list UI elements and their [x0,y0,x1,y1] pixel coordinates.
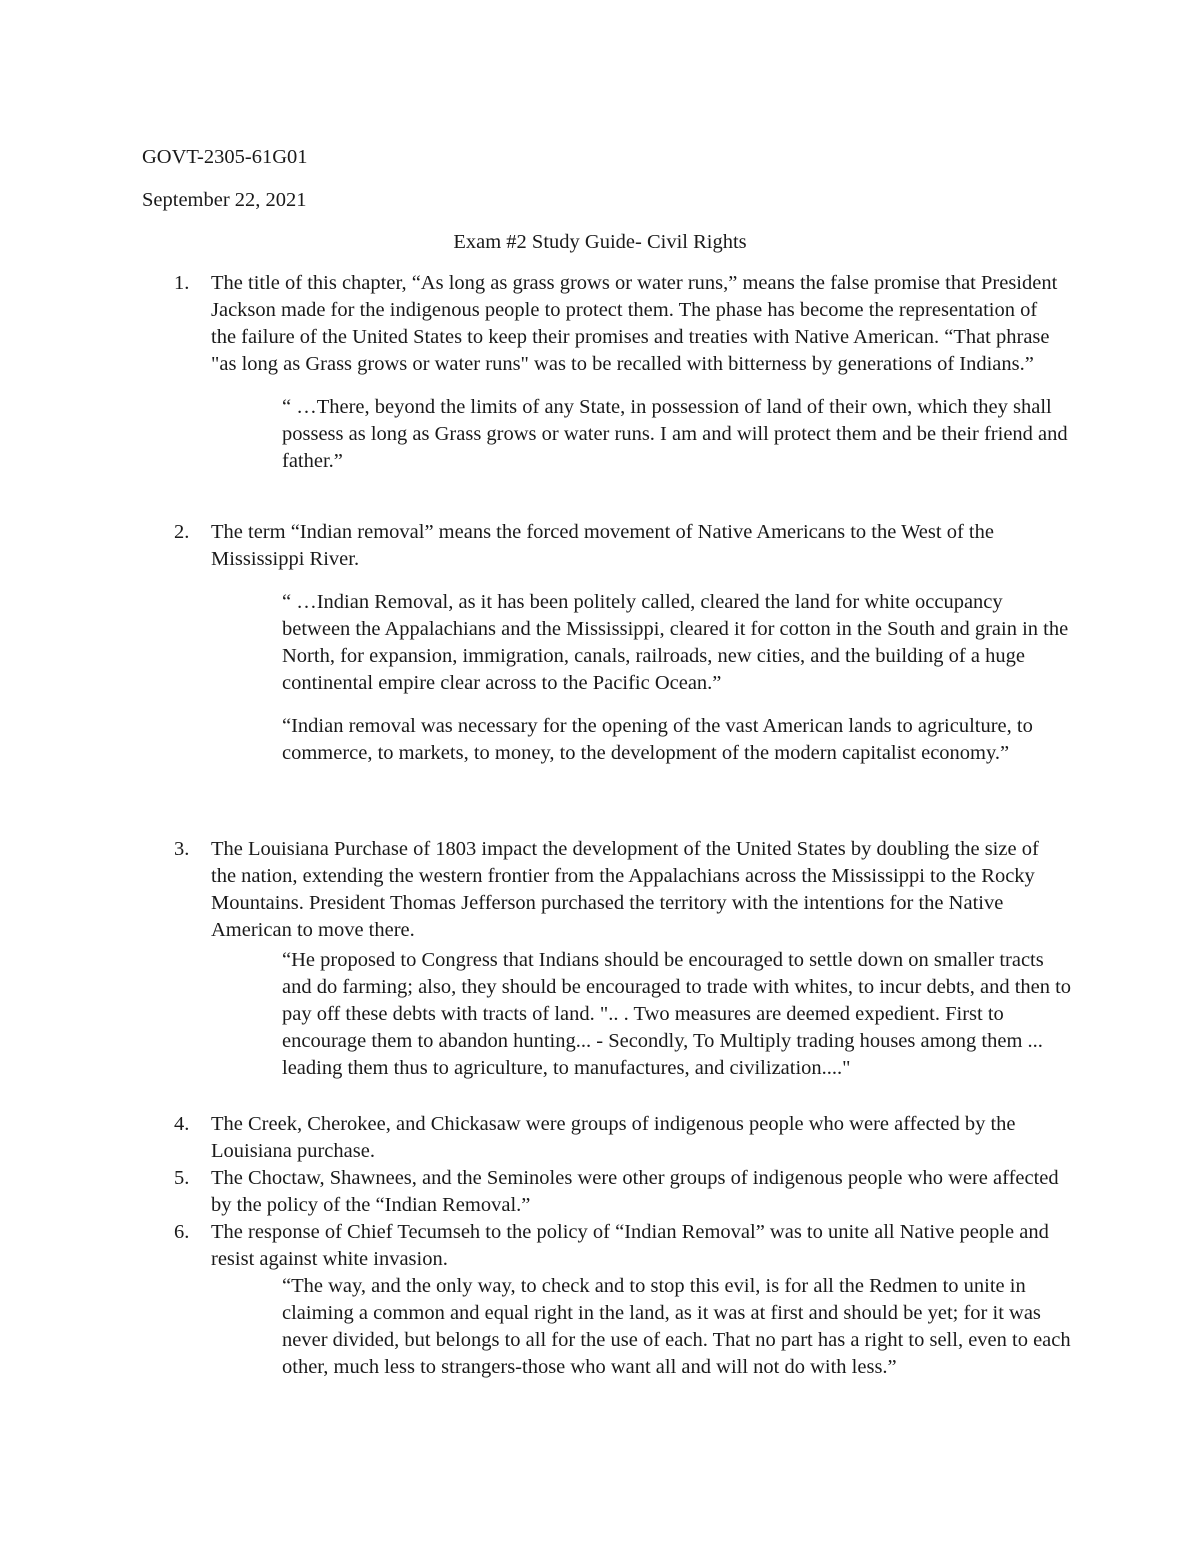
block-quote: “Indian removal was necessary for the opening of the vast American lands to agriculture, to commerce, to markets, to money, to the development of the modern capitalist economy.” [282,715,1033,764]
list-item-text: The Choctaw, Shawnees, and the Seminoles were other groups of indigenous people who were affected by the policy of the “Indian Removal.” [211,1167,1059,1216]
list-item-text: The term “Indian removal” means the forced movement of Native Americans to the West of the Mississippi River. [211,521,994,570]
list-number: 1. [174,272,190,294]
list-item-6 [174,1219,1071,1381]
list-item-3 [174,836,1072,1082]
list-number: 2. [174,521,190,543]
list-item-text: The Louisiana Purchase of 1803 impact the development of the United States by doubling the size of the nation, extending the western frontier from the Appalachians across the Mississippi to the Rocky Mountains. President Thomas Jefferson purchased the territory with the intentions for the Native American to move there. [211,838,1039,941]
list-number: 5. [174,1167,190,1189]
list-item-text: The response of Chief Tecumseh to the policy of “Indian Removal” was to unite all Native people and resist against white invasion. [211,1221,1049,1270]
document-title: Exam #2 Study Guide- Civil Rights [453,231,747,253]
block-quote: “The way, and the only way, to check and to stop this evil, is for all the Redmen to unite in claiming a common and equal right in the land, as it was at first and should be yet; for it was never divided, but belongs to all for the use of each. That no part has a right to sell, even to each other, much less to strangers-those who want all and will not do with less.” [282,1275,1071,1378]
list-item-1 [174,270,1068,475]
block-quote: “He proposed to Congress that Indians should be encouraged to settle down on smaller tracts and do farming; also, they should be encouraged to trade with whites, to incur debts, and then to pay off these debts with tracts of land. ".. . Two measures are deemed expedient. First to encourage them to abandon hunting... - Secondly, To Multiply trading houses among them ... leading them thus to agriculture, to manufactures, and civilization...." [282,949,1072,1079]
list-number: 3. [174,838,190,860]
list-item-5 [174,1165,1064,1219]
list-item-4 [174,1111,1064,1165]
list-item-text: The Creek, Cherokee, and Chickasaw were groups of indigenous people who were affected by the Louisiana purchase. [211,1113,1016,1162]
list-number: 6. [174,1221,190,1243]
document-date: September 22, 2021 [142,189,307,211]
block-quote: “ …Indian Removal, as it has been politely called, cleared the land for white occupancy between the Appalachians and the Mississippi, cleared it for cotton in the South and grain in the North, for expansion, immigration, canals, railroads, new cities, and the building of a huge continental empire clear across to the Pacific Ocean.” [282,591,1069,694]
list-item-text: The title of this chapter, “As long as grass grows or water runs,” means the false promise that President Jackson made for the indigenous people to protect them. The phase has become the representation of the failure of the United States to keep their promises and treaties with Native American. “That phrase "as long as Grass grows or water runs" was to be recalled with bitterness by generations of Indians.” [211,272,1058,375]
course-code: GOVT-2305-61G01 [142,146,308,168]
list-item-2 [174,519,1069,767]
block-quote: “ …There, beyond the limits of any State, in possession of land of their own, which they shall possess as long as Grass grows or water runs. I am and will protect them and be their friend and father.” [282,396,1068,472]
list-number: 4. [174,1113,190,1135]
